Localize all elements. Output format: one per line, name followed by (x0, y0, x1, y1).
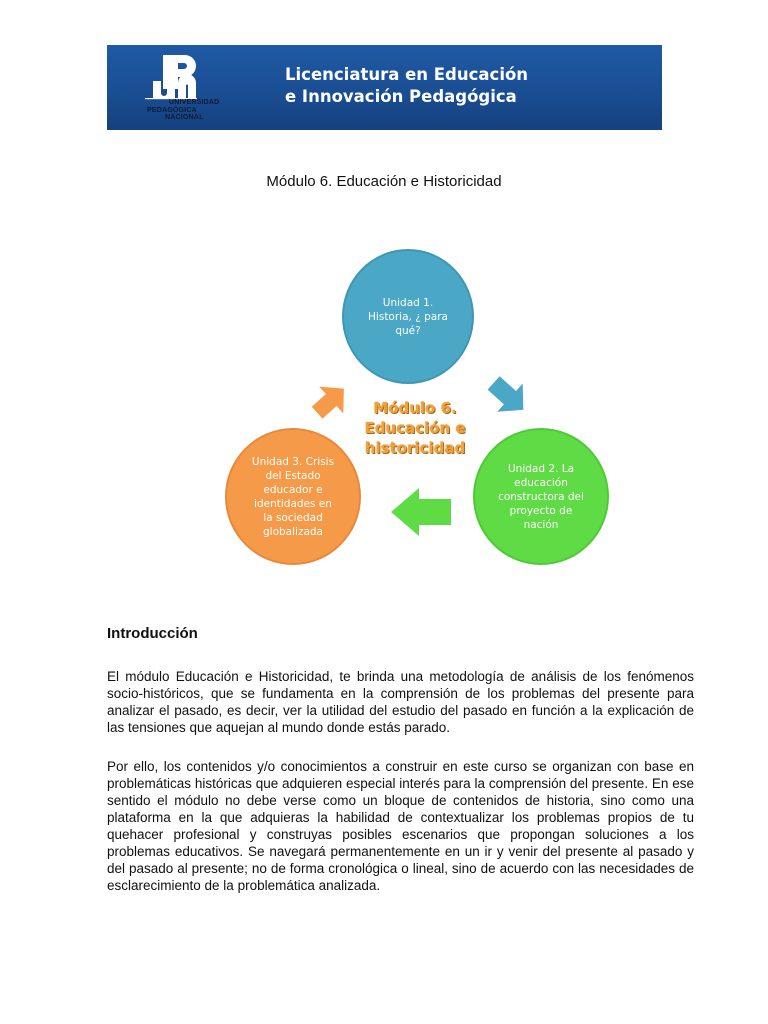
introduction-heading: Introducción (107, 625, 198, 642)
logo-line-2: PEDAGÓGICA (147, 106, 197, 114)
center-label-line-2: Educación e (364, 419, 466, 437)
unit-2-circle (473, 428, 609, 565)
unit-2-label: Unidad 2. La educación constructora del proyecto de nación (498, 462, 584, 531)
arrow-unit2-to-unit3 (391, 488, 451, 536)
unit-1-label: Unidad 1. Historia, ¿ para qué? (368, 296, 448, 337)
logo-text (143, 99, 229, 122)
unit-3-circle (225, 428, 361, 565)
program-title (285, 64, 528, 108)
unit-3-label: Unidad 3. Crisis del Estado educador e identidades en la sociedad globalizada (251, 455, 335, 538)
center-label-line-3: historicidad (364, 439, 466, 457)
program-title-line-2: e Innovación Pedagógica (285, 87, 517, 106)
center-label-line-1: Módulo 6. (373, 399, 457, 417)
logo-line-1: UNIVERSIDAD (169, 99, 220, 106)
diagram-center-label (355, 398, 475, 458)
arrow-unit3-to-unit1 (305, 375, 356, 426)
upn-logo (143, 51, 229, 125)
arrow-unit1-to-unit2 (481, 369, 536, 424)
logo-line-3: NACIONAL (165, 114, 204, 121)
header-banner (107, 45, 662, 130)
unit-1-circle (342, 249, 474, 384)
module-title: Módulo 6. Educación e Historicidad (266, 173, 502, 190)
introduction-paragraph-2: Por ello, los contenidos y/o conocimientos a construir en este curso se organizan con base en problemáticas históricas que adquieren especial interés para la comprensión del presente. En ese sentido el módulo no debe verse como un bloque de contenidos de historia, sino como una plataforma en la que adquieras la habilidad de contextualizar los problemas propios de tu quehacer profesional y construyas posibles escenarios que propongan soluciones a los problemas educativos. Se navegará permanentemente en un ir y venir del presente al pasado y del pasado al presente; no de forma cronológica o lineal, sino de acuerdo con las necesidades de esclarecimiento de la problemática analizada. (107, 759, 694, 893)
program-title-line-1: Licenciatura en Educación (285, 65, 529, 84)
introduction-paragraph-1: El módulo Educación e Historicidad, te brinda una metodología de análisis de los fenómenos socio-históricos, que se fundamenta en la comprensión de los problemas del presente para analizar el pasado, es decir, ver la utilidad del estudio del pasado en función a la explicación de las tensiones que aquejan al mundo donde estás parado. (107, 669, 694, 735)
module-cycle-diagram (215, 245, 625, 575)
